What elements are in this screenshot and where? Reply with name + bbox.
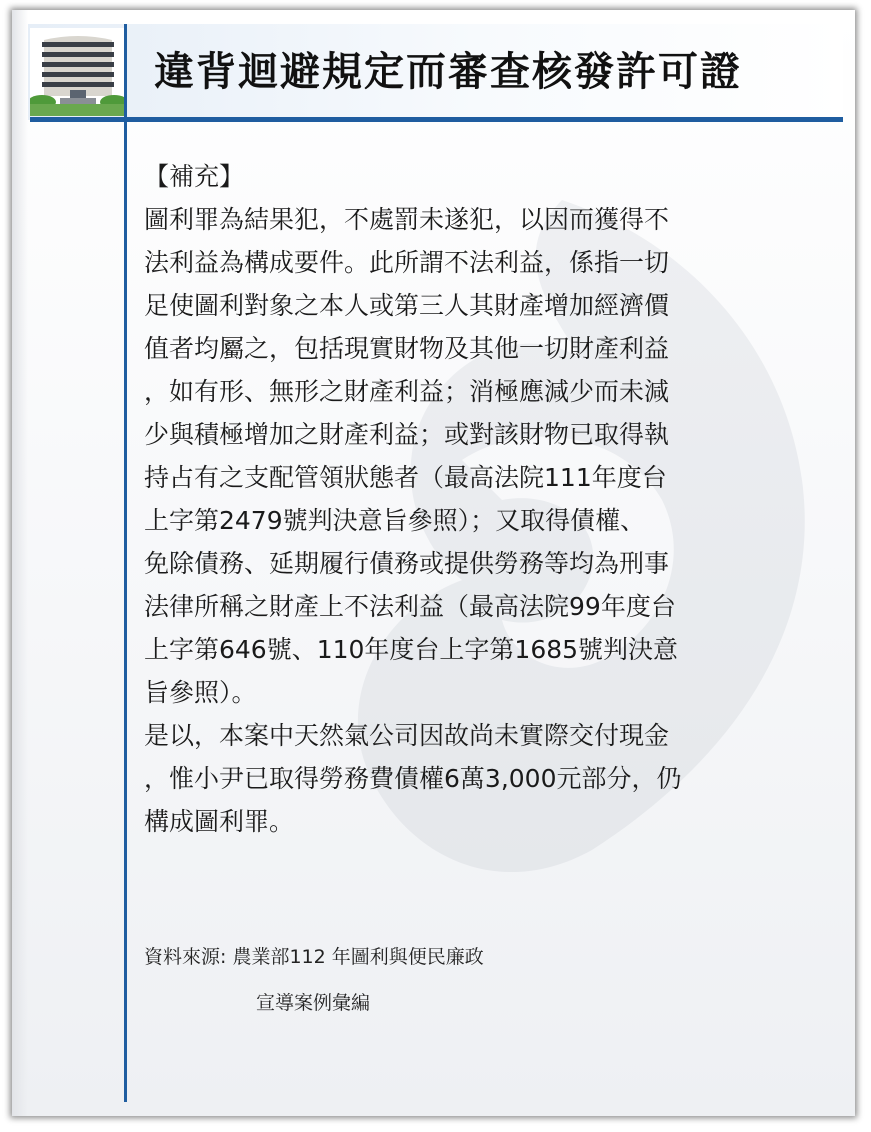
- source-line-1: 資料來源: 農業部112 年圖利與便民廉政: [144, 946, 484, 968]
- section-heading: 【補充】: [144, 162, 245, 191]
- source-citation: [144, 934, 784, 1026]
- slide-title: 違背迴避規定而審查核發許可證: [154, 49, 742, 95]
- body-line: ，惟小尹已取得勞務費債權6萬3,000元部分，仍: [144, 764, 682, 793]
- source-line-2: 宣導案例彙編: [256, 992, 371, 1014]
- body-line: ，如有形、無形之財產利益；消極應減少而未減: [144, 377, 670, 406]
- body-line: 免除債務、延期履行債務或提供勞務等均為刑事: [144, 549, 670, 578]
- slide-frame: [12, 10, 855, 1116]
- body-line: 少與積極增加之財產利益；或對該財物已取得執: [144, 420, 670, 449]
- body-line: 持占有之支配管領狀態者（最高法院111年度台: [144, 463, 667, 492]
- building-logo-icon: [30, 28, 126, 116]
- body-line: 上字第2479號判決意旨參照）；又取得債權、: [144, 506, 646, 535]
- body-line: 構成圖利罪。: [144, 807, 295, 836]
- body-line: 法利益為構成要件。此所謂不法利益，係指一切: [144, 248, 670, 277]
- body-line: 足使圖利對象之本人或第三人其財產增加經濟價: [144, 291, 670, 320]
- title-underline: [30, 117, 843, 122]
- body-line: 旨參照）。: [144, 678, 257, 707]
- body-line: 是以，本案中天然氣公司因故尚未實際交付現金: [144, 721, 670, 750]
- body-line: 上字第646號、110年度台上字第1685號判決意: [144, 635, 679, 664]
- body-line: 圖利罪為結果犯，不處罰未遂犯，以因而獲得不: [144, 205, 670, 234]
- body-text: [144, 155, 804, 843]
- left-accent-line: [124, 24, 127, 1102]
- body-line: 值者均屬之，包括現實財物及其他一切財產利益: [144, 334, 670, 363]
- body-line: 法律所稱之財產上不法利益（最高法院99年度台: [144, 592, 676, 621]
